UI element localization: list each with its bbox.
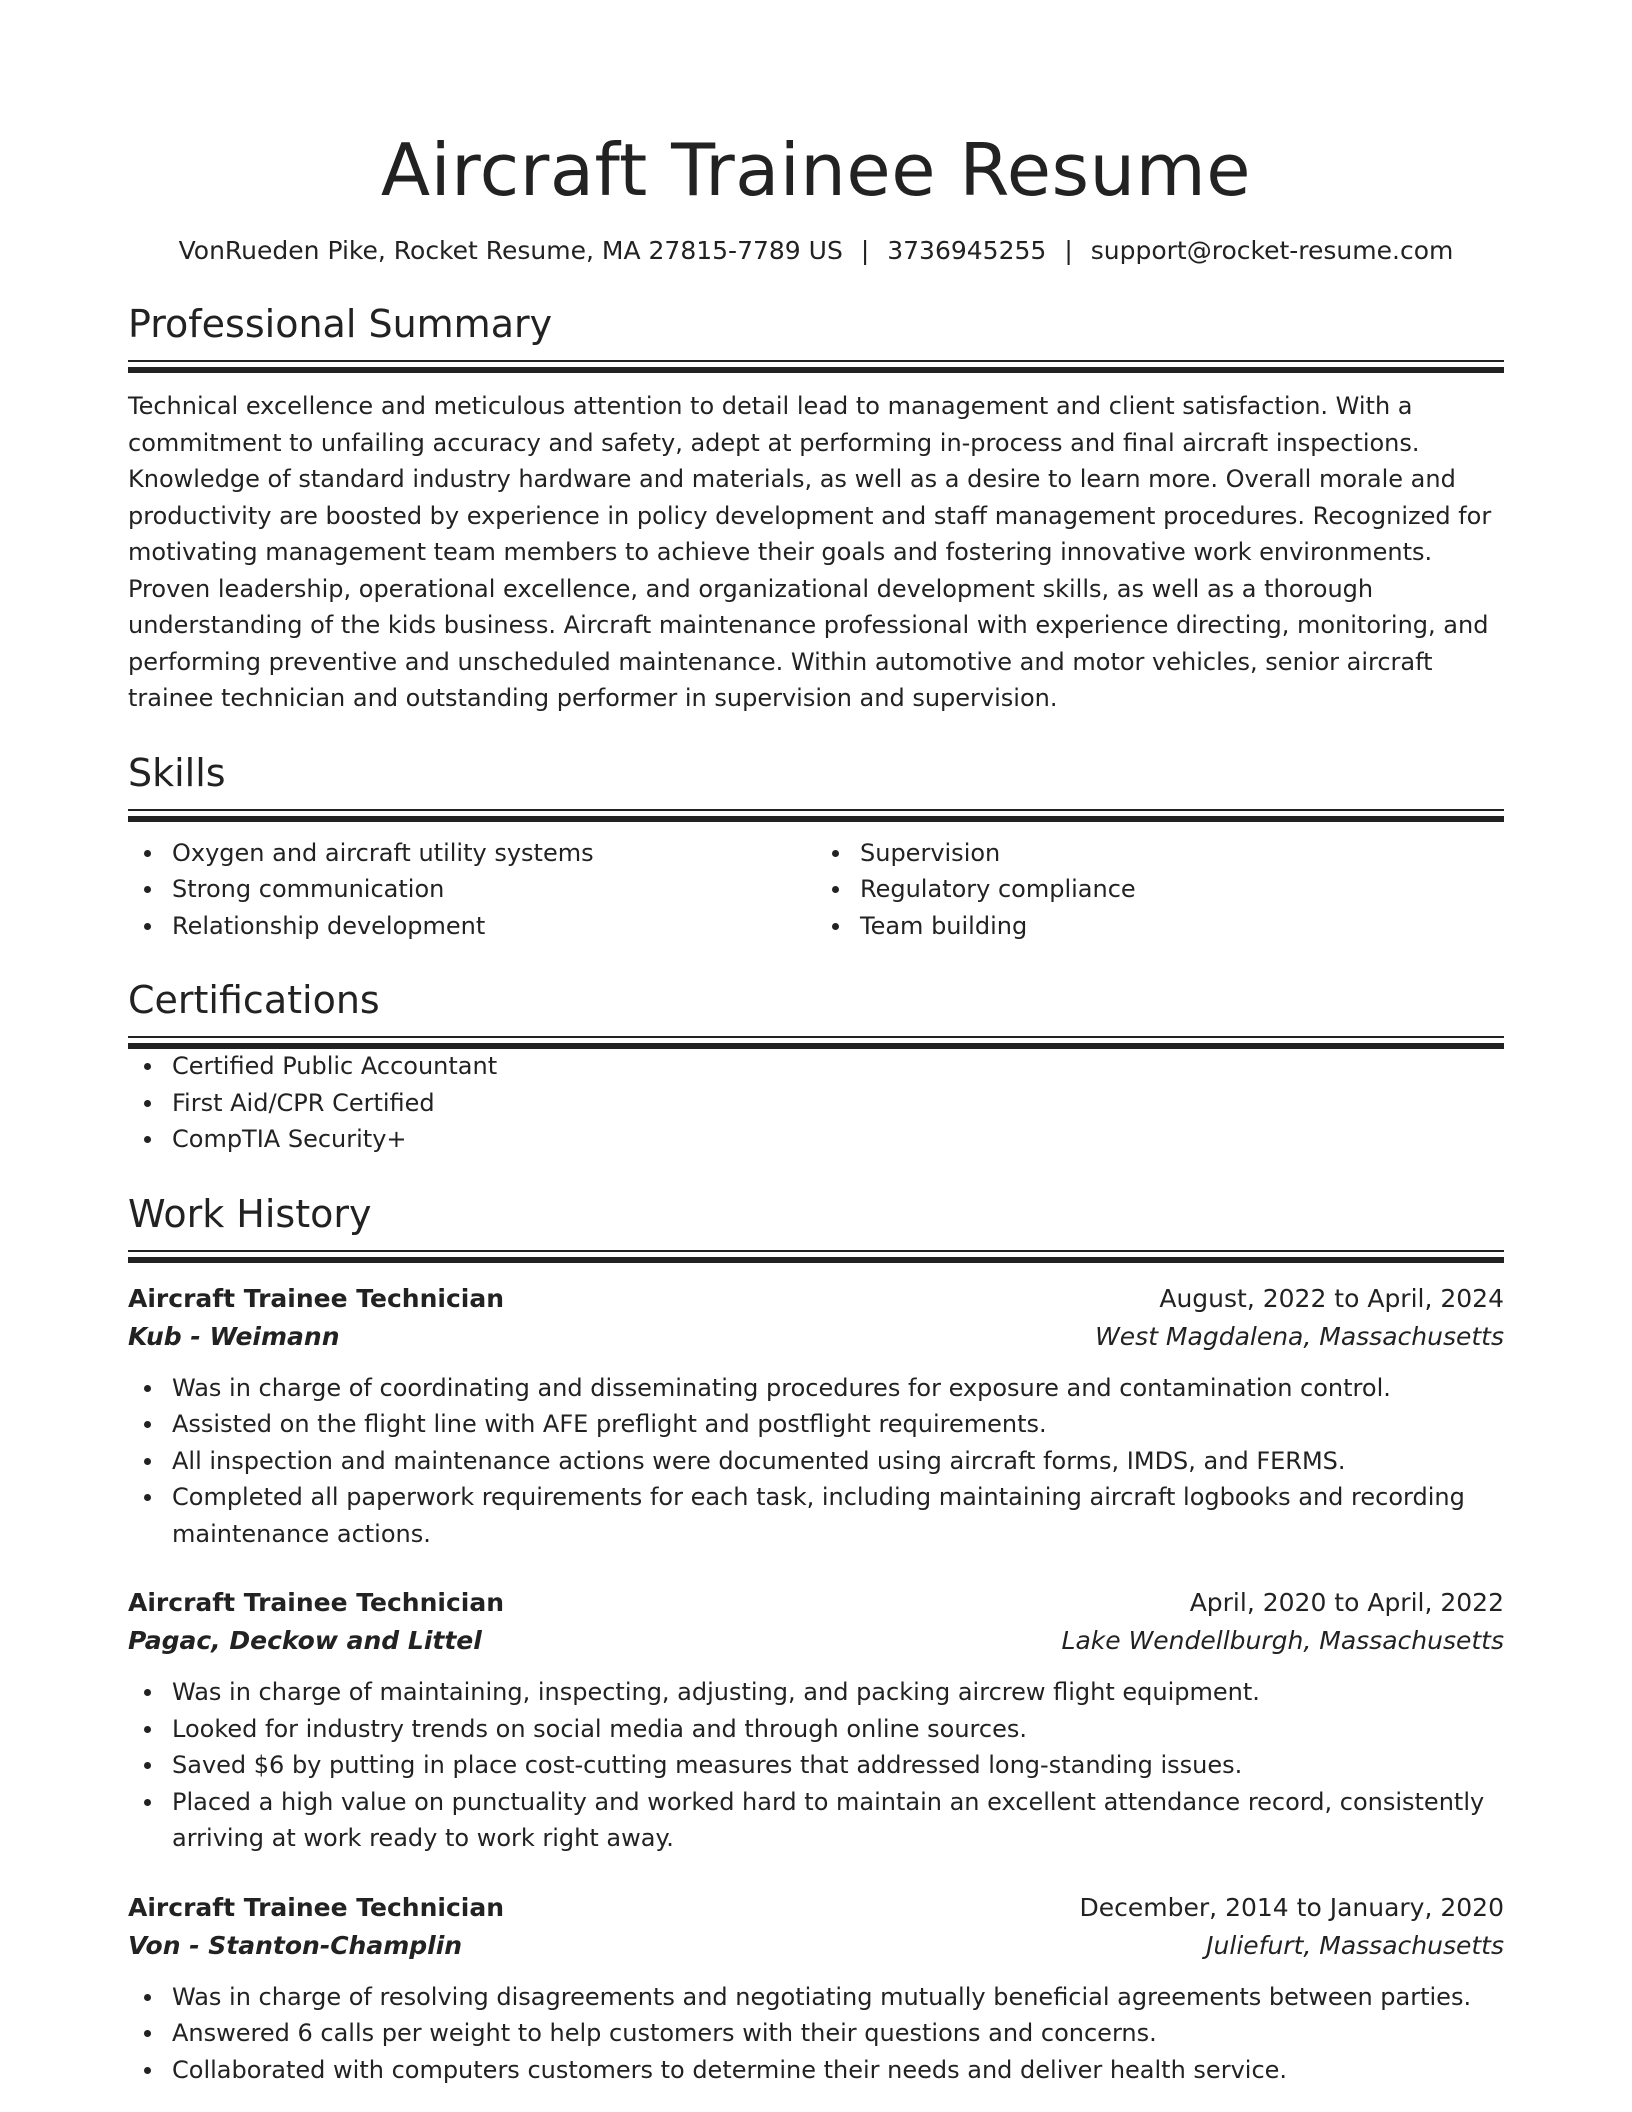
job-entry [128, 1889, 1504, 2089]
work-history-section [128, 1190, 1504, 2089]
job-title: Aircraft Trainee Technician [128, 1588, 505, 1617]
job-title: Aircraft Trainee Technician [128, 1892, 505, 1922]
list-item: Assisted on the flight line with AFE preflight and postflight requirements. [172, 1406, 1504, 1443]
resume-title: Aircraft Trainee Resume [380, 128, 1252, 212]
summary-text: Technical excellence and meticulous attention to detail lead to management and client satisfaction. With a commitment to unfailing accuracy and safety, adept at performing in-process and final aircraft inspections. Knowledge of standard industry hardware and materials, as well as a desire to learn more. Overall morale and productivity are boosted by experience in policy development and staff management procedures. Recognized for motivating management team members to achieve their goals and fostering innovative work environments. Proven leadership, operational excellence, and organizational development skills, as well as a thorough understanding of the kids business. Aircraft maintenance professional with experience directing, monitoring, and performing preventive and unscheduled maintenance. Within automotive and motor vehicles, senior aircraft trainee technician and outstanding performer in supervision and supervision. [128, 392, 1492, 712]
job-location: Lake Wendellburgh, Massachusetts [1061, 1626, 1504, 1655]
section-heading: Certifications [128, 978, 380, 1022]
contact-phone: 3736945255 [887, 236, 1047, 265]
section-divider [128, 1250, 1504, 1262]
job-company: Von - Stanton-Champlin [128, 1930, 463, 1960]
section-heading: Skills [128, 750, 226, 795]
list-item: Was in charge of coordinating and disseminating procedures for exposure and contamination control. [172, 1370, 1504, 1407]
list-item: Regulatory compliance [860, 871, 1504, 908]
list-item: Relationship development [172, 908, 816, 945]
job-company: Kub - Weimann [128, 1321, 340, 1351]
job-bullets [128, 1979, 1504, 2089]
skills-section [128, 749, 1504, 945]
job-bullets [128, 1674, 1504, 1857]
section-divider [128, 809, 1504, 821]
job-company: Pagac, Deckow and Littel [128, 1626, 482, 1655]
section-heading: Professional Summary [128, 302, 553, 346]
list-item: Strong communication [172, 871, 816, 908]
job-bullets [128, 1370, 1504, 1553]
skills-list-right [816, 835, 1504, 945]
skills-list-left [128, 835, 816, 945]
section-heading: Work History [128, 1191, 372, 1236]
contact-email: support@rocket-resume.com [1090, 236, 1454, 265]
contact-line [128, 234, 1504, 268]
skills-columns [128, 835, 1504, 945]
contact-address: VonRueden Pike, Rocket Resume, MA 27815-7789 US [178, 236, 843, 265]
list-item: Supervision [860, 835, 1504, 872]
list-item: Team building [860, 908, 1504, 945]
contact-separator: | [860, 236, 870, 265]
certifications-list [128, 1048, 1504, 1158]
list-item: Oxygen and aircraft utility systems [172, 835, 816, 872]
list-item: Saved $6 by putting in place cost-cutting measures that addressed long-standing issues. [172, 1747, 1504, 1784]
list-item: Placed a high value on punctuality and worked hard to maintain an excellent attendance record, consistently arriving at work ready to work right away. [172, 1784, 1504, 1857]
job-dates: April, 2020 to April, 2022 [1189, 1588, 1504, 1617]
summary-section [128, 300, 1504, 717]
job-entry [128, 1280, 1504, 1553]
list-item: Certified Public Accountant [172, 1048, 1504, 1085]
contact-separator: | [1064, 236, 1073, 265]
resume-page [128, 0, 1504, 2088]
list-item: Was in charge of resolving disagreements and negotiating mutually beneficial agreements between parties. [172, 1979, 1504, 2016]
section-divider [128, 360, 1504, 372]
list-item: Completed all paperwork requirements for each task, including maintaining aircraft logbooks and recording maintenance actions. [172, 1479, 1504, 1552]
job-title: Aircraft Trainee Technician [128, 1283, 505, 1313]
job-location: Juliefurt, Massachusetts [1206, 1930, 1504, 1960]
section-divider [128, 1036, 1504, 1048]
job-location: West Magdalena, Massachusetts [1095, 1321, 1504, 1351]
list-item: Looked for industry trends on social media and through online sources. [172, 1711, 1504, 1748]
list-item: All inspection and maintenance actions were documented using aircraft forms, IMDS, and FERMS. [172, 1443, 1504, 1480]
list-item: CompTIA Security+ [172, 1121, 1504, 1158]
job-entry [128, 1584, 1504, 1857]
certifications-section [128, 976, 1504, 1158]
job-dates: August, 2022 to April, 2024 [1159, 1283, 1504, 1313]
job-dates: December, 2014 to January, 2020 [1079, 1892, 1504, 1922]
list-item: Was in charge of maintaining, inspecting, adjusting, and packing aircrew flight equipment. [172, 1674, 1504, 1711]
list-item: First Aid/CPR Certified [172, 1085, 1504, 1122]
list-item: Answered 6 calls per weight to help customers with their questions and concerns. [172, 2015, 1504, 2052]
list-item: Collaborated with computers customers to determine their needs and deliver health service. [172, 2052, 1504, 2089]
